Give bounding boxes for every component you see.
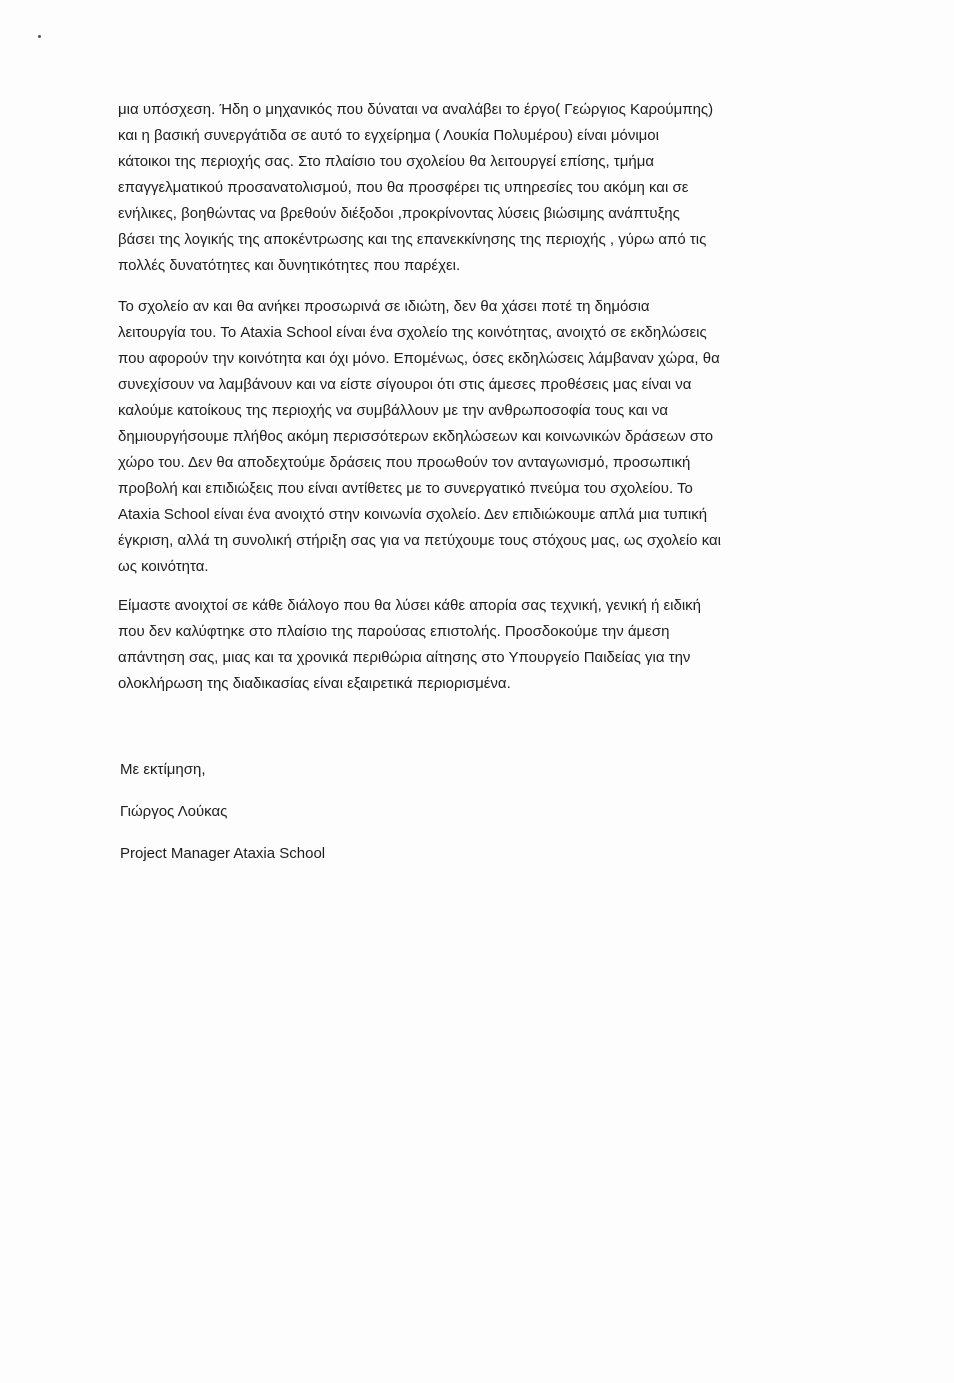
paragraph-line: προβολή και επιδιώξεις που είναι αντίθετες με το συνεργατικό πνεύμα του σχολείου. Το bbox=[118, 480, 693, 497]
scan-speck bbox=[38, 35, 41, 38]
paragraph-line: δημιουργήσουμε πλήθος ακόμη περισσότερων εκδηλώσεων και κοινωνικών δράσεων στο bbox=[118, 428, 714, 445]
paragraph-line: που δεν καλύφτηκε στο πλαίσιο της παρούσας επιστολής. Προσδοκούμε την άμεση bbox=[118, 623, 670, 640]
paragraph-line: απάντηση σας, μιας και τα χρονικά περιθώρια αίτησης στο Υπουργείο Παιδείας για την bbox=[118, 649, 691, 666]
paragraph-1 bbox=[118, 97, 818, 279]
paragraph-line: πολλές δυνατότητες και δυνητικότητες που παρέχει. bbox=[118, 257, 461, 274]
paragraph-line: Είμαστε ανοιχτοί σε κάθε διάλογο που θα λύσει κάθε απορία σας τεχνική, γενική ή ειδική bbox=[118, 597, 702, 614]
paragraph-line: κάτοικοι της περιοχής σας. Στο πλαίσιο του σχολείου θα λειτουργεί επίσης, τμήμα bbox=[118, 153, 655, 170]
paragraph-line: λειτουργία του. Το Ataxia School είναι ένα σχολείο της κοινότητας, ανοιχτό σε εκδηλώσεις bbox=[118, 324, 707, 341]
paragraph-line: χώρο του. Δεν θα αποδεχτούμε δράσεις που προωθούν τον ανταγωνισμό, προσωπική bbox=[118, 454, 691, 471]
paragraph-line: επαγγελματικού προσανατολισμού, που θα προσφέρει τις υπηρεσίες του ακόμη και σε bbox=[118, 179, 689, 196]
closing-salutation: Με εκτίμηση, bbox=[120, 761, 206, 778]
paragraph-line: που αφορούν την κοινότητα και όχι μόνο. Επομένως, όσες εκδηλώσεις λάμβαναν χώρα, θα bbox=[118, 350, 720, 367]
paragraph-line: έγκριση, αλλά τη συνολική στήριξη σας για να πετύχουμε τους στόχους μας, ως σχολείο και bbox=[118, 532, 722, 549]
paragraph-line: καλούμε κατοίκους της περιοχής να συμβάλλουν με την ανθρωποσοφία τους και να bbox=[118, 402, 669, 419]
paragraph-line: ολοκλήρωση της διαδικασίας είναι εξαιρετικά περιορισμένα. bbox=[118, 675, 511, 692]
paragraph-line: Το σχολείο αν και θα ανήκει προσωρινά σε ιδιώτη, δεν θα χάσει ποτέ τη δημόσια bbox=[118, 298, 650, 315]
paragraph-line: συνεχίσουν να λαμβάνουν και να είστε σίγουροι ότι στις άμεσες προθέσεις μας είναι να bbox=[118, 376, 692, 393]
signer-role: Project Manager Ataxia School bbox=[120, 845, 326, 862]
paragraph-line: βάσει της λογικής της αποκέντρωσης και της επανεκκίνησης της περιοχής , γύρω από τις bbox=[118, 231, 707, 248]
paragraph-line: μια υπόσχεση. Ήδη ο μηχανικός που δύναται να αναλάβει το έργο( Γεώργιος Καρούμπης) bbox=[118, 101, 714, 118]
paragraph-2 bbox=[118, 294, 818, 580]
paragraph-3 bbox=[118, 593, 818, 697]
paragraph-line: ενήλικες, βοηθώντας να βρεθούν διέξοδοι ,προκρίνοντας λύσεις βιώσιμης ανάπτυξης bbox=[118, 205, 680, 222]
signer-name: Γιώργος Λούκας bbox=[120, 803, 228, 820]
paragraph-line: Ataxia School είναι ένα ανοιχτό στην κοινωνία σχολείο. Δεν επιδιώκουμε απλά μια τυπική bbox=[118, 506, 708, 523]
paragraph-line: και η βασική συνεργάτιδα σε αυτό το εγχείρημα ( Λουκία Πολυμέρου) είναι μόνιμοι bbox=[118, 127, 659, 144]
paragraph-line: ως κοινότητα. bbox=[118, 558, 209, 575]
